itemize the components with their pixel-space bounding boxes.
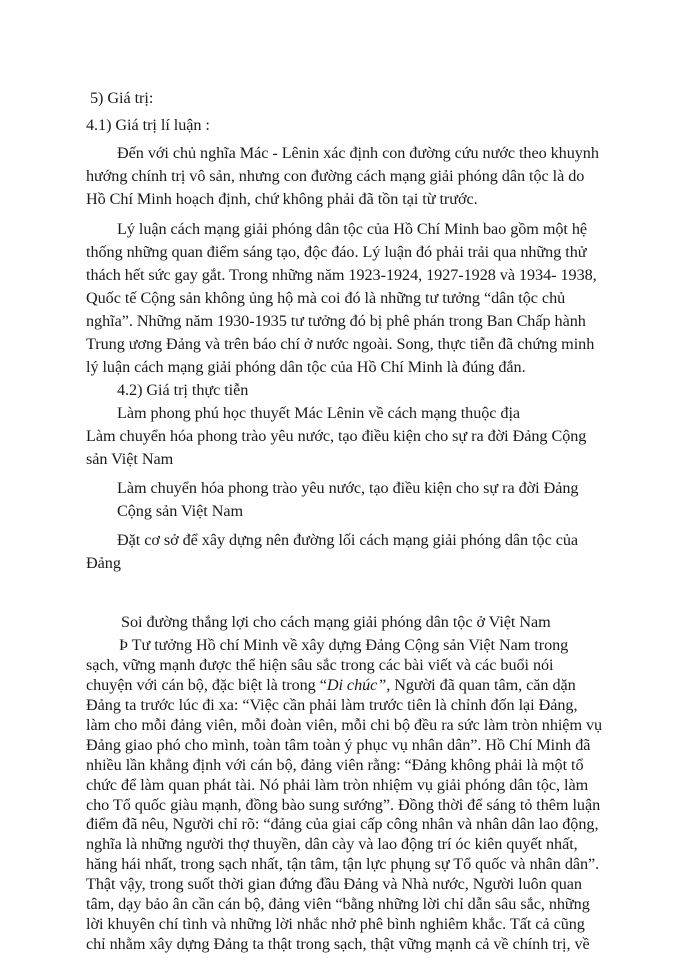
text-line: sản Việt Nam: [86, 450, 174, 468]
text-line: nghĩa là những người thợ thuyền, dân cày và lao động trí óc kiên quyết nhất,: [86, 835, 578, 854]
text-line: thống những quan điểm sáng tạo, độc đáo. Lý luận đó phải trải qua những thử: [86, 243, 587, 261]
text-line: chỉ nhằm xây dựng Đảng ta thật trong sạch, thật vững mạnh cả về chính trị, về: [86, 935, 590, 953]
text-line: nhiều lần khẳng định với cán bộ, đảng viên rằng: “Đảng không phải là một tổ: [86, 755, 584, 774]
list-item: Soi đường thắng lợi cho cách mạng giải phóng dân tộc ở Việt Nam: [121, 613, 551, 631]
section-heading-4-2: 4.2) Giá trị thực tiễn: [117, 381, 249, 399]
text-line: thách hết sức gay gắt. Trong những năm 1923-1924, 1927-1928 và 1934- 1938,: [86, 266, 597, 284]
text-line: tâm, dạy bảo ân cần cán bộ, đảng viên “bằng những lời chỉ dẫn sâu sắc, những: [86, 895, 590, 914]
text-line: sạch, vững mạnh được thể hiện sâu sắc trong các bài viết và các buổi nói: [86, 655, 554, 674]
text-line: Lý luận cách mạng giải phóng dân tộc của Hồ Chí Minh bao gồm một hệ: [117, 220, 588, 238]
section-heading-5: 5) Giá trị:: [90, 89, 154, 107]
list-item: Làm phong phú học thuyết Mác Lênin về cách mạng thuộc địa: [117, 404, 521, 422]
text-run: Người đã quan tâm, căn dặn: [390, 675, 576, 694]
text-line: Làm chuyển hóa phong trào yêu nước, tạo điều kiện cho sự ra đời Đảng Cộng: [86, 427, 587, 445]
quote-di-chuc: Di chúc”,: [326, 675, 391, 694]
text-line: làm cho mỗi đảng viên, mỗi đoàn viên, mỗi chi bộ đều ra sức làm tròn nhiệm vụ: [86, 715, 603, 734]
text-line: Quốc tế Cộng sản không ủng hộ mà coi đó là những tư tưởng “dân tộc chủ: [86, 289, 566, 307]
text-line: Đảng giao phó cho mình, toàn tâm toàn ý phục vụ nhân dân”. Hồ Chí Minh đã: [86, 735, 591, 754]
text-line: Đến với chủ nghĩa Mác - Lênin xác định con đường cứu nước theo khuynh: [117, 144, 599, 162]
text-line: nghĩa”. Những năm 1930-1935 tư tưởng đó bị phê phán trong Ban Chấp hành: [86, 312, 586, 330]
text-line: Trung ương Đảng và trên báo chí ở nước ngoài. Song, thực tiễn đã chứng minh: [86, 335, 595, 353]
text-line: Hồ Chí Minh hoạch định, chứ không phải đã tồn tại từ trước.: [86, 190, 478, 208]
text-line: Thật vậy, trong suốt thời gian đứng đầu Đảng và Nhà nước, Người luôn quan: [86, 875, 582, 894]
text-line: Đảng: [86, 554, 121, 572]
text-line: Đặt cơ sở để xây dựng nên đường lối cách mạng giải phóng dân tộc của: [117, 531, 579, 549]
text-run: chuyện với cán bộ, đặc biệt là trong “: [86, 675, 327, 694]
text-line: Þ Tư tưởng Hồ chí Minh về xây dựng Đảng Cộng sản Việt Nam trong: [119, 636, 569, 654]
text-line: lời khuyên chí tình và những lời nhắc nhở phê bình nghiêm khắc. Tất cả cũng: [86, 915, 585, 934]
text-line: lý luận cách mạng giải phóng dân tộc của Hồ Chí Minh là đúng đắn.: [86, 358, 526, 376]
text-line: Cộng sản Việt Nam: [117, 502, 244, 520]
text-line: cho Tổ quốc giàu mạnh, đồng bào sung sướng”. Đồng thời để sáng tỏ thêm luận: [86, 795, 601, 814]
text-line: chức để làm quan phát tài. Nó phải làm tròn nhiệm vụ giải phóng dân tộc, làm: [86, 775, 589, 794]
text-line: Đảng ta trước lúc đi xa: “Việc cần phải làm trước tiên là chỉnh đốn lại Đảng,: [86, 695, 578, 714]
text-line: hăng hái nhất, trong sạch nhất, tận tâm, tận lực phụng sự Tổ quốc và nhân dân”.: [86, 855, 600, 874]
text-line: hướng chính trị vô sản, nhưng con đường cách mạng giải phóng dân tộc là do: [86, 167, 585, 185]
section-heading-4-1: 4.1) Giá trị lí luận :: [86, 116, 210, 134]
text-line: Làm chuyển hóa phong trào yêu nước, tạo điều kiện cho sự ra đời Đảng: [117, 479, 579, 497]
text-line: điểm đã nêu, Người chỉ rõ: “đảng của giai cấp công nhân và nhân dân lao động,: [86, 815, 599, 834]
text-line: [86, 675, 576, 695]
